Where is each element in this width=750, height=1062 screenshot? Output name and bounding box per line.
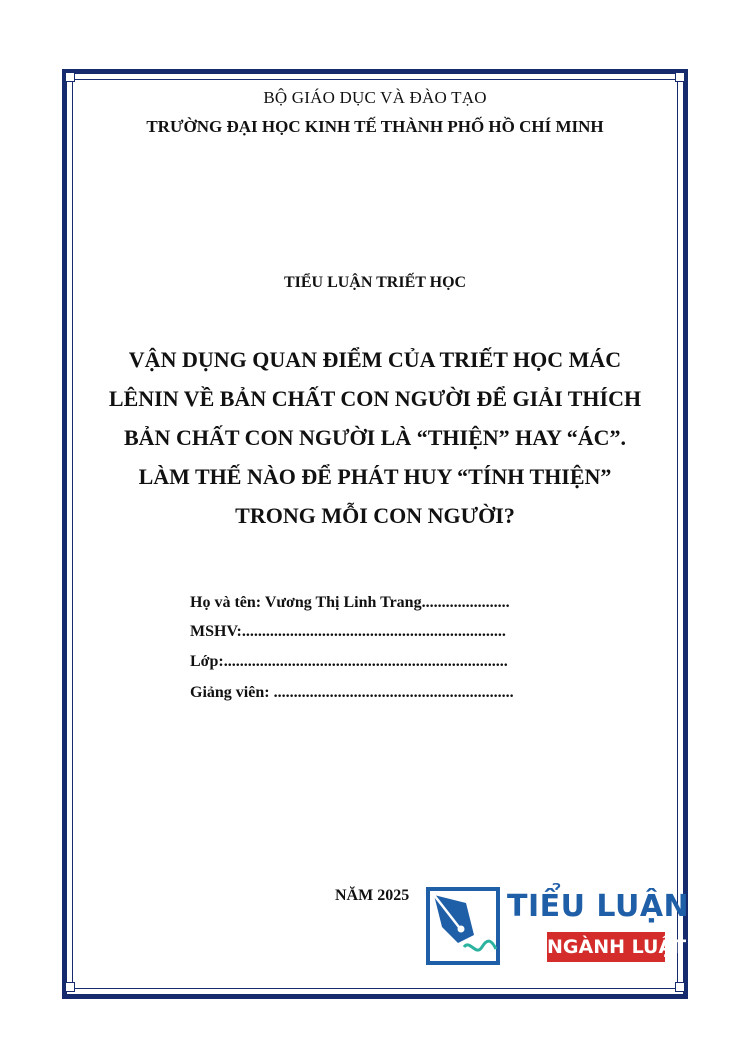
lecturer-field: Giảng viên: ............................................................: [190, 684, 514, 701]
student-name-field: Họ và tên: Vương Thị Linh Trang......................: [190, 594, 510, 611]
essay-subject: TIỂU LUẬN TRIẾT HỌC: [283, 274, 467, 291]
class-field: Lớp:.......................................................................: [190, 653, 508, 670]
title-line: TRONG MỖI CON NGƯỜI?: [235, 503, 515, 528]
title-line: VẬN DỤNG QUAN ĐIỂM CỦA TRIẾT HỌC MÁC: [128, 347, 622, 372]
pen-nib-icon: [424, 885, 502, 967]
student-id-field: MSHV:..................................................................: [190, 623, 506, 640]
border-corner-ornament: [675, 72, 685, 82]
title-line: LÊNIN VỀ BẢN CHẤT CON NGƯỜI ĐỂ GIẢI THÍCH: [108, 386, 642, 411]
logo-title-text: TIỂU LUẬN: [507, 889, 690, 924]
essay-title: [90, 340, 660, 535]
title-line: BẢN CHẤT CON NGƯỜI LÀ “THIỆN” HAY “ÁC”.: [124, 425, 626, 450]
tieu-luan-logo: [424, 885, 690, 971]
title-line: LÀM THẾ NÀO ĐỂ PHÁT HUY “TÍNH THIỆN”: [138, 464, 612, 489]
border-corner-ornament: [675, 982, 685, 992]
ministry-heading: BỘ GIÁO DỤC VÀ ĐÀO TẠO: [263, 88, 487, 107]
border-corner-ornament: [65, 982, 75, 992]
year-label: NĂM 2025: [335, 887, 410, 904]
border-corner-ornament: [65, 72, 75, 82]
logo-badge-text: NGÀNH LUẬT: [547, 932, 665, 962]
university-heading: TRƯỜNG ĐẠI HỌC KINH TẾ THÀNH PHỐ HỒ CHÍ MINH: [146, 117, 604, 136]
